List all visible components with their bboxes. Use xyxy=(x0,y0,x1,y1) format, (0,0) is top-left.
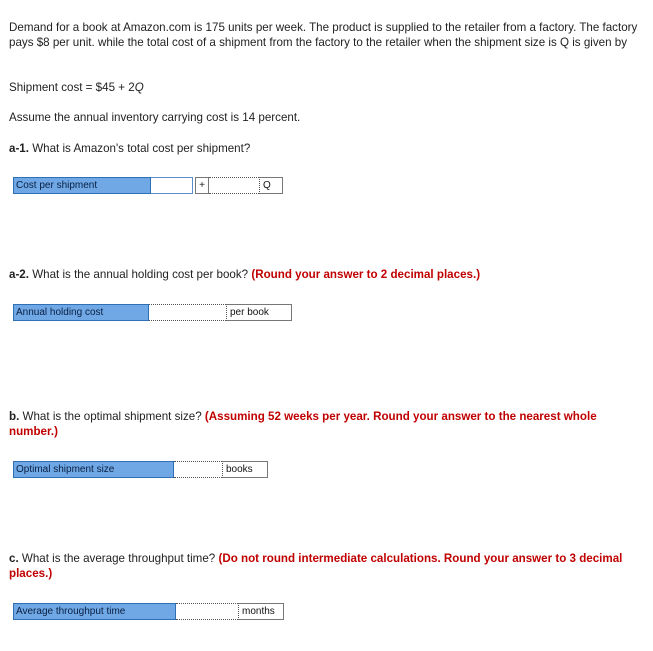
question-a1 xyxy=(9,141,639,156)
problem-statement: Demand for a book at Amazon.com is 175 units per week. The product is supplied to the retailer from a factory. The factory pays $8 per unit. while the total cost of a shipment from the factory to the retailer when the shipment size is Q is given by xyxy=(9,21,638,49)
question-a2 xyxy=(9,267,639,282)
average-throughput-time-unit: months xyxy=(238,603,284,620)
question-a1-number: a-1. xyxy=(9,142,29,155)
optimal-shipment-size-unit: books xyxy=(222,461,268,478)
annual-holding-cost-input[interactable] xyxy=(149,304,226,321)
question-c-instruction: (Do not round intermediate calculations. Round your answer to 3 decimal places.) xyxy=(9,552,623,580)
answer-row-b xyxy=(13,461,268,478)
answer-row-a1 xyxy=(13,177,283,194)
answer-row-a2 xyxy=(13,304,292,321)
formula-variable: Q xyxy=(134,81,144,94)
average-throughput-time-label: Average throughput time xyxy=(13,603,176,620)
cost-per-shipment-variable-input[interactable] xyxy=(209,177,259,194)
formula-text: Shipment cost = $45 + 2 xyxy=(9,81,135,94)
question-b-number: b. xyxy=(9,410,20,423)
question-c-number: c. xyxy=(9,552,19,565)
optimal-shipment-size-label: Optimal shipment size xyxy=(13,461,174,478)
question-a2-instruction: (Round your answer to 2 decimal places.) xyxy=(251,268,481,281)
question-c xyxy=(9,551,639,581)
question-b xyxy=(9,409,639,439)
question-b-text: What is the optimal shipment size? xyxy=(19,410,205,423)
answer-row-c xyxy=(13,603,284,620)
question-a2-number: a-2. xyxy=(9,268,29,281)
question-b-instruction: (Assuming 52 weeks per year. Round your answer to the nearest whole number.) xyxy=(9,410,597,438)
cost-per-shipment-label: Cost per shipment xyxy=(13,177,151,194)
plus-sign: + xyxy=(195,177,209,194)
question-c-text: What is the average throughput time? xyxy=(18,552,219,565)
annual-holding-cost-unit: per book xyxy=(226,304,292,321)
shipment-cost-formula xyxy=(9,80,639,95)
cost-per-shipment-unit: Q xyxy=(259,177,283,194)
cost-per-shipment-fixed-input[interactable] xyxy=(151,177,193,194)
annual-holding-cost-label: Annual holding cost xyxy=(13,304,149,321)
optimal-shipment-size-input[interactable] xyxy=(174,461,222,478)
question-a1-text: What is Amazon's total cost per shipment? xyxy=(28,142,251,155)
average-throughput-time-input[interactable] xyxy=(176,603,238,620)
question-a2-text: What is the annual holding cost per book? xyxy=(28,268,252,281)
carrying-cost-statement: Assume the annual inventory carrying cost is 14 percent. xyxy=(9,111,301,124)
